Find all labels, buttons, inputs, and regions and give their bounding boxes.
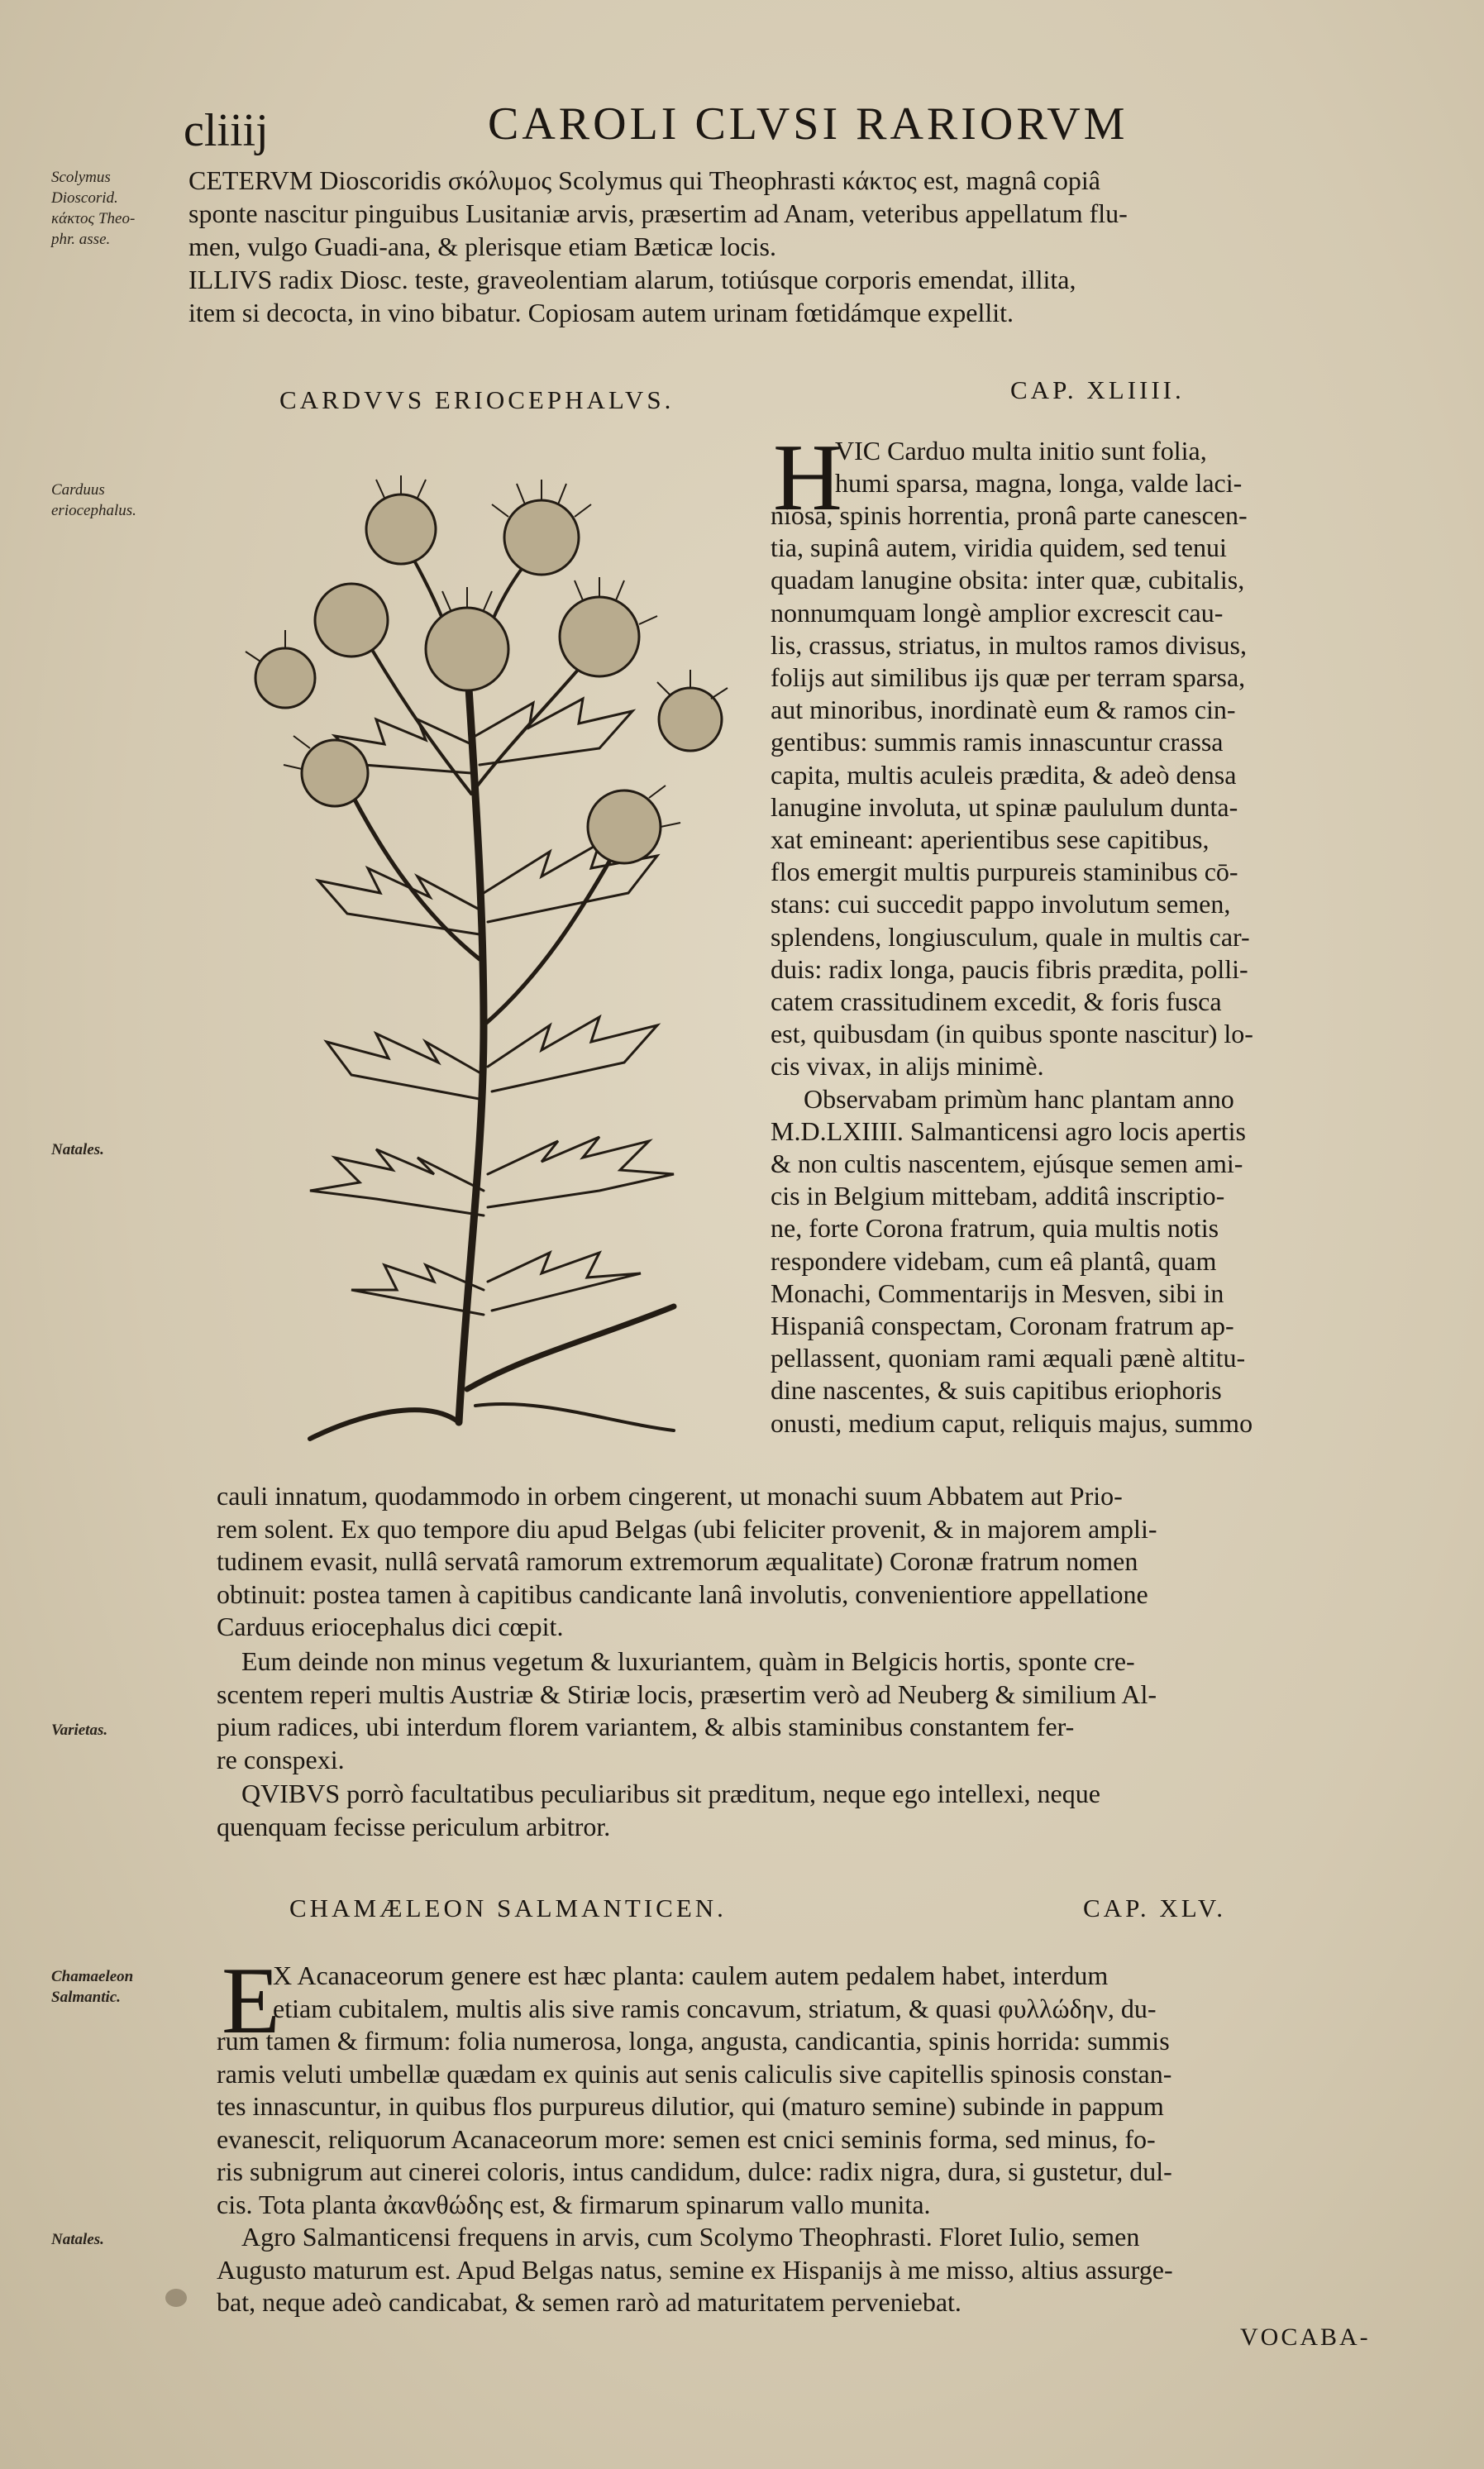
- margin-note-varietas: Varietas.: [51, 1722, 108, 1739]
- chapter-44-full-width-text: cauli innatum, quodammodo in orbem cingerent, ut monachi suum Abbatem aut Prio- rem solent. Ex quo tempore diu apud Belgas (ubi feliciter provenit, & in majorem ampli- tudinem evasit, nullâ servatâ ramorum extremorum æqualitate) Coronæ fratrum nomen obtinuit: postea tamen à capitibus candicante lanâ involutis, convenientiore appellatione Carduus eriocephalus dici cœpit.: [217, 1481, 1157, 1641]
- chapter-45-dropcap: E: [222, 1948, 280, 2054]
- carduus-woodcut-illustration: [211, 447, 773, 1447]
- chapter-45-body-top: X Acanaceorum genere est hæc planta: caulem autem pedalem habet, interdum etiam cubitalem, multis alis sive ramis concavum, striatum, & quasi φυλλώδην, du-: [273, 1960, 1157, 2023]
- running-title: CAROLI CLVSI RARIORVM: [488, 98, 1129, 150]
- chapter-44-dropcap: H: [773, 425, 842, 531]
- margin-note-natales-1: Natales.: [51, 1141, 104, 1158]
- chapter-44-varietas-text: Eum deinde non minus vegetum & luxuriantem, quàm in Belgicis hortis, sponte cre- scentem reperi multis Austriæ & Stiriæ locis, præsertim verò ad Neuberg & similium Al- pium radices, ubi interdum florem variantem, & albis staminibus constantem fer- re conspexi.: [217, 1646, 1157, 1774]
- chapter-44-quibus-text: QVIBVS porrò facultatibus peculiaribus sit præditum, neque ego intellexi, neque quenquam fecisse periculum arbitror.: [217, 1779, 1100, 1841]
- chapter-45-title: CHAMÆLEON SALMANTICEN.: [289, 1894, 727, 1922]
- chapter-44-title: CARDVVS ERIOCEPHALVS.: [279, 385, 675, 414]
- folio-number: cliiij: [184, 105, 269, 156]
- chapter-45-body: rum tamen & firmum: folia numerosa, longa, angusta, candicantia, spinis horrida: summis ramis veluti umbellæ quædam ex quinis aut senis caliculis sive capitellis spinosis constan- tes innascuntur, in quibus flos purpureus dilutior, qui (maturo semine) subinde in pappum evanescit, reliquorum Acanaceorum more: semen est cnici seminis forma, sed minus, fo- ris subnigrum aut cinerei coloris, intus candidum, dulce: radix nigra, dura, si gustetur, dul- cis. Tota planta ἀκανθώδης est, & firmarum spinarum vallo munita.: [217, 2026, 1172, 2219]
- ink-blot: [165, 2289, 187, 2307]
- margin-note-carduus: Carduus eriocephalus.: [51, 481, 136, 519]
- catchword: VOCABA-: [1240, 2323, 1371, 2351]
- chapter-44-number: CAP. XLIIII.: [1010, 375, 1185, 404]
- margin-note-scolymus: Scolymus Dioscorid. κάκτος Theo- phr. asse.: [51, 169, 136, 248]
- page-header: [0, 89, 1484, 155]
- margin-note-natales-2: Natales.: [51, 2231, 104, 2248]
- intro-paragraph-illius: ILLIVS radix Diosc. teste, graveolentiam alarum, totiúsque corporis emendat, illita, item si decocta, in vino bibatur. Copiosam autem urinam fœtidámque expellit.: [188, 265, 1076, 327]
- chapter-45-number: CAP. XLV.: [1083, 1894, 1226, 1922]
- chapter-45-natales-text: Agro Salmanticensi frequens in arvis, cum Scolymo Theophrasti. Floret Iulio, semen Augusto maturum est. Apud Belgas natus, semine ex Hispanijs à me misso, altius assurge- bat, neque adeò candicabat, & semen rarò ad maturitatem perveniebat.: [217, 2222, 1173, 2317]
- margin-note-chamaeleon: Chamaeleon Salmantic.: [51, 1968, 134, 2006]
- chapter-44-column-text-top: VIC Carduo multa initio sunt folia, humi sparsa, magna, longa, valde laci-: [835, 436, 1243, 498]
- intro-paragraph-scolymus: CETERVM Dioscoridis σκόλυμος Scolymus qui Theophrasti κάκτος est, magnâ copiâ sponte nascitur pinguibus Lusitaniæ arvis, præsertim ad Anam, veteribus appellatum flu- men, vulgo Guadi-ana, & plerisque etiam Bæticæ locis.: [188, 165, 1128, 261]
- chapter-44-column-text: niosa, spinis horrentia, pronâ parte canescen- tia, supinâ autem, viridia quidem, sed tenui quadam lanugine obsita: inter quæ, cubitalis, nonnumquam longè amplior excrescit cau- lis, crassus, striatus, in multos ramos divisus, folijs aut similibus ijs quæ per terram sparsa, aut minoribus, inordinatè eum & ramos cin- gentibus: summis ramis innascuntur crassa capita, multis aculeis prædita, & adeò densa lanugine involuta, ut spinæ paululum dunta- xat emineant: aperientibus sese capitibus, flos emergit multis purpureis staminibus cō- stans: cui succedit pappo involutum semen, splendens, longiusculum, quale in multis car- duis: radix longa, paucis fibris prædita, polli- catem crassitudinem excedit, & foris fusca est, quibusdam (in quibus sponte nascitur) lo- cis vivax, in alijs minimè. Observabam primùm hanc plantam anno M.D.LXIIII. Salmanticensi agro locis apertis & non cultis nascentem, ejúsque semen ami- cis in Belgium mittebam, additâ inscriptio- ne, forte Corona fratrum, quia multis notis respondere videbam, cum eâ plantâ, quam Monachi, Commentarijs in Mesven, sibi in Hispaniâ conspectam, Coronam fratrum ap- pellassent, quoniam rami æquali pænè altitu- dine nascentes, & suis capitibus eriophoris onusti, medium caput, reliquis majus, summo: [771, 500, 1253, 1438]
